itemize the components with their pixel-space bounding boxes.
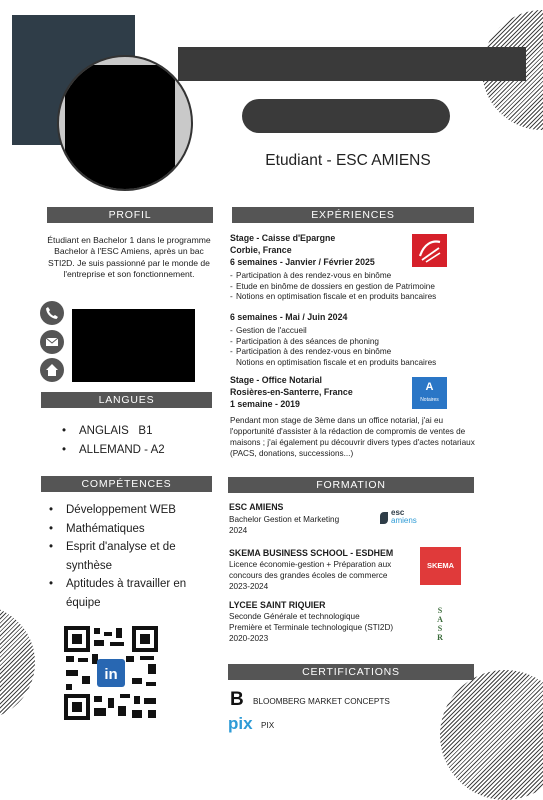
job1-title: Stage - Caisse d'Epargne: [230, 233, 336, 243]
pix-label: PIX: [261, 721, 275, 730]
notaires-logo: [412, 377, 447, 409]
mail-icon: [40, 330, 64, 354]
job2-description: Pendant mon stage de 3ème dans un office notarial, j'ai eu l'opportunité d'assister à la rédaction de compromis de ventes de maisons ; j'ai également pu découvrir divers types d'actes notariaux (PACS, donations, successions...): [230, 416, 475, 458]
bloomberg-label: BLOOMBERG MARKET CONCEPTS: [253, 697, 390, 706]
langue-item: • ALLEMAND - A2: [60, 441, 210, 460]
esc-amiens-logo: [380, 508, 438, 528]
profil-text: Étudiant en Bachelor 1 dans le programme Bachelor à l'ESC Amiens, après un bac STI2D. Je suis passionné par le monde de l'entreprise et son fonctionnement.: [47, 235, 211, 279]
school1-year: 2024: [229, 526, 248, 535]
langue-item: • ANGLAIS B1: [60, 422, 210, 441]
name-redaction-pill: [242, 99, 450, 133]
job1-tasks2: [230, 326, 480, 358]
school1-name: ESC AMIENS: [229, 502, 284, 512]
contact-redaction: [72, 309, 195, 382]
hatched-circle-left: [0, 605, 35, 720]
job1-period2: 6 semaines - Mai / Juin 2024: [230, 312, 348, 322]
school2-year: 2023-2024: [229, 582, 269, 591]
pix-icon: pix: [228, 714, 253, 733]
qr-code: [64, 626, 158, 720]
langues-list: [60, 422, 210, 459]
job2-title: Stage - Office Notarial: [230, 375, 322, 385]
saint-riquier-logo-text: S A S R: [437, 606, 443, 642]
school3-line1: Seconde Générale et technologique: [229, 612, 360, 621]
task-item: - Notions en optimisation fiscale et en produits bancaires: [230, 292, 480, 303]
task-item: - Participation à des rendez-vous en binôme: [230, 347, 480, 358]
esc-logo-line2: amiens: [391, 516, 417, 525]
school2-program: Licence économie-gestion + Préparation aux concours des grandes écoles de commerce: [229, 560, 392, 580]
experiences-header: EXPÉRIENCES: [232, 207, 474, 223]
photo-redaction: [65, 65, 175, 191]
task-item: - Participation à des rendez-vous en binôme: [230, 271, 480, 282]
formation-header: FORMATION: [228, 477, 474, 493]
notaires-logo-mark: A: [425, 381, 434, 393]
profile-photo: [57, 55, 193, 191]
competences-list: [47, 501, 207, 612]
subtitle: Etudiant - ESC AMIENS: [265, 152, 431, 169]
competence-item: • Esprit d'analyse et de synthèse: [47, 538, 207, 575]
job2-location: Rosières-en-Santerre, France: [230, 387, 353, 397]
job1-tasks1: [230, 271, 480, 303]
langues-header: LANGUES: [41, 392, 212, 408]
skema-logo-text: SKEMA: [426, 561, 455, 570]
name-redaction-bar: [178, 47, 526, 81]
saint-riquier-logo: [430, 604, 450, 640]
svg-text:in: in: [104, 666, 118, 683]
home-icon: [40, 358, 64, 382]
competence-item: • Aptitudes à travailler en équipe: [47, 575, 207, 612]
task-item: - Participation à des séances de phoning: [230, 337, 480, 348]
job1-period1: 6 semaines - Janvier / Février 2025: [230, 257, 375, 267]
job1-tasks2-cont: Notions en optimisation fiscale et en produits bancaires: [236, 358, 437, 367]
school1-program: Bachelor Gestion et Marketing: [229, 515, 340, 524]
skema-logo: [420, 547, 461, 585]
certifications-header: CERTIFICATIONS: [228, 664, 474, 680]
caisse-epargne-logo: [412, 234, 447, 267]
task-item: - Etude en binôme de dossiers en gestion de Patrimoine: [230, 282, 480, 293]
competences-header: COMPÉTENCES: [41, 476, 212, 492]
competence-item: • Mathématiques: [47, 520, 207, 539]
hatched-circle-bottom-right: [440, 670, 543, 800]
school3-year: 2020-2023: [229, 634, 269, 643]
esc-logo-line1: esc: [391, 508, 405, 517]
school2-name: SKEMA BUSINESS SCHOOL - ESDHEM: [229, 548, 394, 558]
notaires-logo-text: Notaires: [420, 397, 439, 403]
job1-location: Corbie, France: [230, 245, 292, 255]
esc-logo-mark: [380, 512, 388, 524]
bloomberg-icon: B: [230, 689, 244, 710]
job2-period: 1 semaine - 2019: [230, 399, 300, 409]
competence-item: • Développement WEB: [47, 501, 207, 520]
task-item: - Gestion de l'accueil: [230, 326, 480, 337]
profil-header: PROFIL: [47, 207, 213, 223]
school3-name: LYCEE SAINT RIQUIER: [229, 600, 326, 610]
phone-icon: [40, 301, 64, 325]
school3-line2: Première et Terminale technologique (STI2D): [229, 623, 394, 632]
